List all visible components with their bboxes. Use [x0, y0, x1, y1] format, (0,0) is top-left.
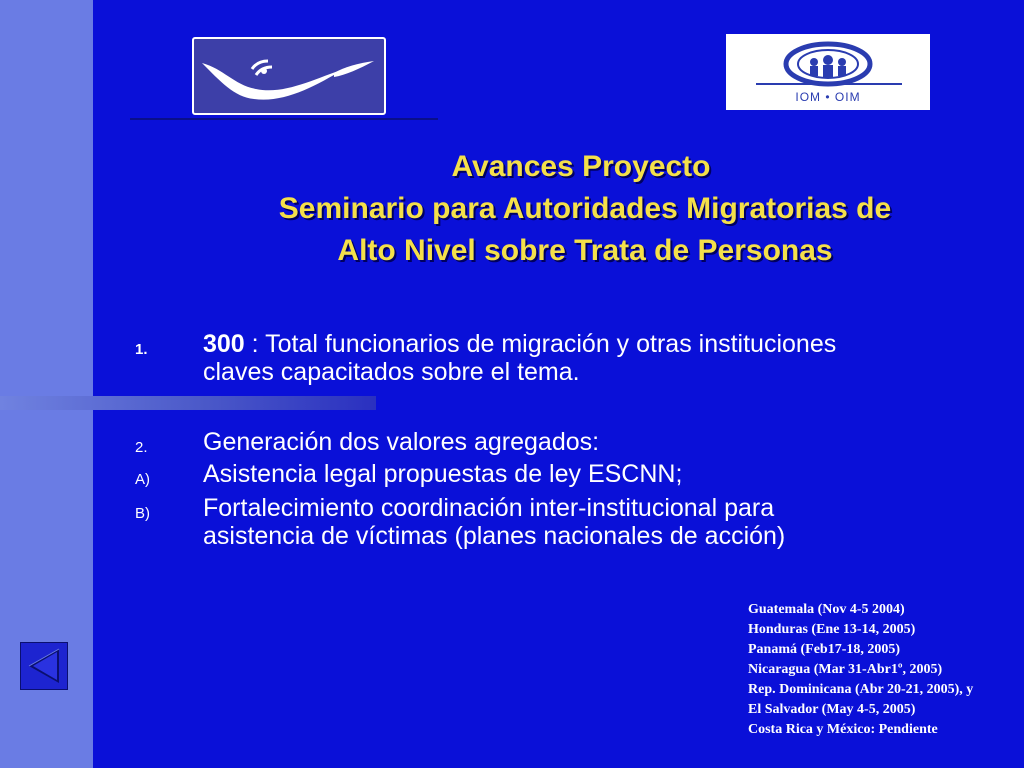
list-marker: 1. — [135, 341, 148, 358]
schedule-line: Honduras (Ene 13-14, 2005) — [748, 622, 916, 637]
schedule-line: Costa Rica y México: Pendiente — [748, 722, 938, 737]
dove-logo-icon — [194, 39, 384, 113]
triangle-left-icon — [21, 643, 67, 689]
slide-title — [150, 146, 1020, 272]
list-item-text: Fortalecimiento coordinación inter-institucional para asistencia de víctimas (planes nacionales de acción) — [203, 494, 786, 550]
highlight-number: 300 — [203, 330, 245, 358]
list-marker: B) — [135, 505, 150, 522]
dove-logo — [192, 37, 386, 115]
iom-logo-text: IOM • OIM — [795, 90, 861, 104]
list-item-text — [203, 330, 843, 386]
title-line-3: Alto Nivel sobre Trata de Personas — [337, 234, 833, 267]
previous-slide-button[interactable] — [20, 642, 68, 690]
iom-globe-icon — [726, 34, 930, 90]
schedule-line: Panamá (Feb17-18, 2005) — [748, 642, 901, 657]
schedule-line: Guatemala (Nov 4-5 2004) — [748, 602, 905, 617]
logo-underline — [130, 118, 438, 120]
seminar-schedule — [748, 600, 1024, 740]
title-line-1: Avances Proyecto — [451, 150, 711, 183]
iom-logo — [726, 34, 930, 110]
schedule-line: Nicaragua (Mar 31-Abr1º, 2005) — [748, 662, 943, 677]
schedule-line: Rep. Dominicana (Abr 20-21, 2005), y — [748, 682, 974, 697]
schedule-line: El Salvador (May 4-5, 2005) — [748, 702, 916, 717]
list-item-body: : Total funcionarios de migración y otras instituciones claves capacitados sobre el tema. — [203, 330, 837, 386]
decorative-stripe — [0, 396, 376, 410]
list-marker: 2. — [135, 439, 148, 456]
list-item-text: Generación dos valores agregados: — [203, 428, 600, 456]
title-line-2: Seminario para Autoridades Migratorias de — [278, 192, 892, 225]
list-marker: A) — [135, 471, 150, 488]
list-item-text: Asistencia legal propuestas de ley ESCNN; — [203, 460, 683, 488]
